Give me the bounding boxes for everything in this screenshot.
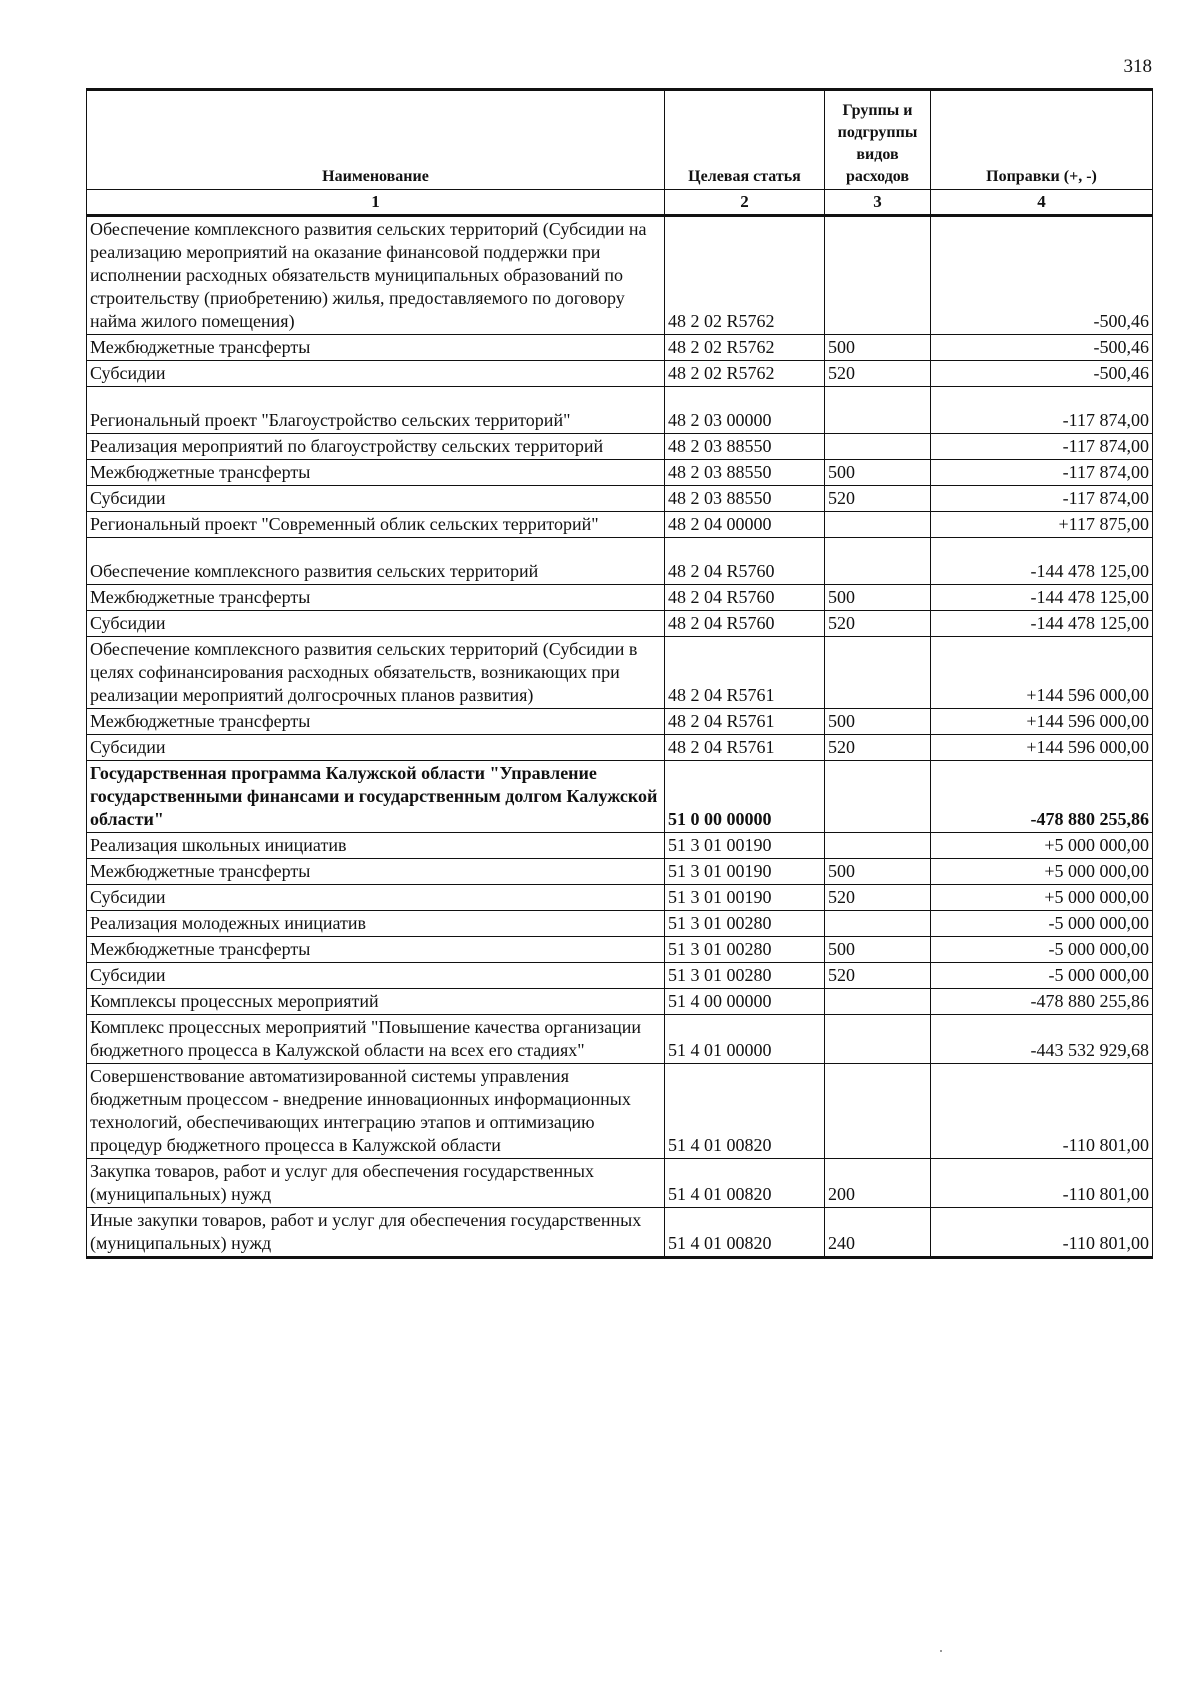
table-row <box>87 538 1153 585</box>
row-group: 520 <box>825 611 931 637</box>
row-amount: -110 801,00 <box>931 1208 1153 1258</box>
table-row <box>87 1015 1153 1064</box>
table-row <box>87 361 1153 387</box>
row-name: Региональный проект "Современный облик сельских территорий" <box>87 512 665 538</box>
row-amount: -117 874,00 <box>931 387 1153 434</box>
column-number: 1 <box>87 190 665 216</box>
row-group: 500 <box>825 859 931 885</box>
row-code: 51 3 01 00280 <box>665 911 825 937</box>
row-code: 48 2 02 R5762 <box>665 335 825 361</box>
row-group: 500 <box>825 937 931 963</box>
row-code: 51 3 01 00190 <box>665 833 825 859</box>
row-name: Иные закупки товаров, работ и услуг для обеспечения государственных (муниципальных) нужд <box>87 1208 665 1258</box>
row-amount: +144 596 000,00 <box>931 637 1153 709</box>
row-code: 48 2 03 00000 <box>665 387 825 434</box>
table-row <box>87 512 1153 538</box>
table-row <box>87 833 1153 859</box>
table-row <box>87 387 1153 434</box>
row-name: Региональный проект "Благоустройство сельских территорий" <box>87 387 665 434</box>
row-amount: +144 596 000,00 <box>931 709 1153 735</box>
page-number: 318 <box>1123 56 1152 77</box>
row-name: Межбюджетные трансферты <box>87 335 665 361</box>
row-name: Государственная программа Калужской области "Управление государственными финансами и государственным долгом Калужской области" <box>87 761 665 833</box>
row-code: 48 2 02 R5762 <box>665 361 825 387</box>
row-amount: -117 874,00 <box>931 486 1153 512</box>
row-group <box>825 761 931 833</box>
row-code: 51 0 00 00000 <box>665 761 825 833</box>
row-name: Субсидии <box>87 735 665 761</box>
table-row <box>87 911 1153 937</box>
row-amount: -117 874,00 <box>931 434 1153 460</box>
row-amount: -110 801,00 <box>931 1064 1153 1159</box>
row-group: 520 <box>825 735 931 761</box>
table-row <box>87 216 1153 335</box>
table-header-row <box>87 90 1153 190</box>
row-group: 520 <box>825 486 931 512</box>
column-number: 2 <box>665 190 825 216</box>
row-group <box>825 512 931 538</box>
row-code: 48 2 04 R5760 <box>665 611 825 637</box>
row-group <box>825 538 931 585</box>
column-number: 4 <box>931 190 1153 216</box>
row-group: 520 <box>825 361 931 387</box>
row-code: 51 3 01 00280 <box>665 963 825 989</box>
table-row <box>87 611 1153 637</box>
row-amount: +144 596 000,00 <box>931 735 1153 761</box>
row-name: Совершенствование автоматизированной системы управления бюджетным процессом - внедрение инновационных информационных технологий, обеспечивающих интеграцию этапов и оптимизацию процедур бюджетного процесса в Калужской области <box>87 1064 665 1159</box>
row-amount: -500,46 <box>931 335 1153 361</box>
row-code: 48 2 04 R5761 <box>665 709 825 735</box>
row-group <box>825 1064 931 1159</box>
row-group <box>825 216 931 335</box>
row-group <box>825 989 931 1015</box>
row-code: 51 3 01 00190 <box>665 885 825 911</box>
row-amount: +117 875,00 <box>931 512 1153 538</box>
table-row <box>87 434 1153 460</box>
row-group <box>825 833 931 859</box>
row-code: 51 3 01 00190 <box>665 859 825 885</box>
row-name: Реализация молодежных инициатив <box>87 911 665 937</box>
row-code: 51 4 00 00000 <box>665 989 825 1015</box>
row-name: Субсидии <box>87 361 665 387</box>
header-amount: Поправки (+, -) <box>931 90 1153 190</box>
row-code: 48 2 04 R5760 <box>665 538 825 585</box>
table-row <box>87 735 1153 761</box>
row-name: Комплексы процессных мероприятий <box>87 989 665 1015</box>
row-name: Субсидии <box>87 486 665 512</box>
row-group: 520 <box>825 963 931 989</box>
row-group: 500 <box>825 460 931 486</box>
row-code: 48 2 04 R5761 <box>665 735 825 761</box>
header-name: Наименование <box>87 90 665 190</box>
table-row <box>87 1064 1153 1159</box>
table-row <box>87 335 1153 361</box>
table-row <box>87 937 1153 963</box>
row-code: 51 3 01 00280 <box>665 937 825 963</box>
table-row <box>87 885 1153 911</box>
row-code: 48 2 04 00000 <box>665 512 825 538</box>
table-row <box>87 585 1153 611</box>
row-name: Закупка товаров, работ и услуг для обеспечения государственных (муниципальных) нужд <box>87 1159 665 1208</box>
row-name: Реализация школьных инициатив <box>87 833 665 859</box>
row-amount: -443 532 929,68 <box>931 1015 1153 1064</box>
row-name: Субсидии <box>87 963 665 989</box>
table-row <box>87 1208 1153 1258</box>
row-amount: +5 000 000,00 <box>931 859 1153 885</box>
row-group: 500 <box>825 585 931 611</box>
row-group: 500 <box>825 709 931 735</box>
table-row-program <box>87 761 1153 833</box>
row-name: Межбюджетные трансферты <box>87 460 665 486</box>
row-name: Межбюджетные трансферты <box>87 585 665 611</box>
row-amount: -117 874,00 <box>931 460 1153 486</box>
row-code: 48 2 04 R5761 <box>665 637 825 709</box>
row-amount: -478 880 255,86 <box>931 989 1153 1015</box>
row-group: 500 <box>825 335 931 361</box>
row-group <box>825 911 931 937</box>
column-number-row <box>87 190 1153 216</box>
row-name: Обеспечение комплексного развития сельских территорий (Субсидии в целях софинансирования расходных обязательств, возникающих при реализации мероприятий долгосрочных планов развития) <box>87 637 665 709</box>
table-row <box>87 963 1153 989</box>
row-code: 51 4 01 00820 <box>665 1159 825 1208</box>
table-row <box>87 989 1153 1015</box>
row-amount: -110 801,00 <box>931 1159 1153 1208</box>
row-group <box>825 387 931 434</box>
row-name: Комплекс процессных мероприятий "Повышение качества организации бюджетного процесса в Калужской области на всех его стадиях" <box>87 1015 665 1064</box>
table-row <box>87 637 1153 709</box>
row-name: Межбюджетные трансферты <box>87 937 665 963</box>
row-group <box>825 434 931 460</box>
row-name: Межбюджетные трансферты <box>87 709 665 735</box>
row-group <box>825 1015 931 1064</box>
row-amount: -5 000 000,00 <box>931 963 1153 989</box>
row-amount: -5 000 000,00 <box>931 911 1153 937</box>
table-row <box>87 486 1153 512</box>
row-amount: -5 000 000,00 <box>931 937 1153 963</box>
table-row <box>87 1159 1153 1208</box>
row-name: Субсидии <box>87 885 665 911</box>
row-name: Реализация мероприятий по благоустройству сельских территорий <box>87 434 665 460</box>
table-row <box>87 709 1153 735</box>
row-name: Субсидии <box>87 611 665 637</box>
row-code: 48 2 04 R5760 <box>665 585 825 611</box>
column-number: 3 <box>825 190 931 216</box>
row-code: 48 2 03 88550 <box>665 434 825 460</box>
row-group <box>825 637 931 709</box>
row-group: 520 <box>825 885 931 911</box>
row-code: 51 4 01 00820 <box>665 1064 825 1159</box>
row-name: Обеспечение комплексного развития сельских территорий (Субсидии на реализацию мероприятий на оказание финансовой поддержки при исполнении расходных обязательств муниципальных образований по строительству (приобретению) жилья, предоставляемого по договору найма жилого помещения) <box>87 216 665 335</box>
row-group: 200 <box>825 1159 931 1208</box>
row-code: 48 2 03 88550 <box>665 460 825 486</box>
row-code: 48 2 02 R5762 <box>665 216 825 335</box>
row-amount: +5 000 000,00 <box>931 885 1153 911</box>
row-amount: -500,46 <box>931 361 1153 387</box>
scan-speck <box>940 1650 942 1652</box>
row-amount: -500,46 <box>931 216 1153 335</box>
row-code: 48 2 03 88550 <box>665 486 825 512</box>
budget-amendments-table <box>86 88 1153 1259</box>
table-row <box>87 859 1153 885</box>
row-amount: -144 478 125,00 <box>931 538 1153 585</box>
row-code: 51 4 01 00820 <box>665 1208 825 1258</box>
row-amount: -478 880 255,86 <box>931 761 1153 833</box>
table-row <box>87 460 1153 486</box>
row-group: 240 <box>825 1208 931 1258</box>
row-amount: -144 478 125,00 <box>931 585 1153 611</box>
row-code: 51 4 01 00000 <box>665 1015 825 1064</box>
header-group: Группы и подгруппы видов расходов <box>825 90 931 190</box>
row-amount: +5 000 000,00 <box>931 833 1153 859</box>
row-amount: -144 478 125,00 <box>931 611 1153 637</box>
header-code: Целевая статья <box>665 90 825 190</box>
row-name: Обеспечение комплексного развития сельских территорий <box>87 538 665 585</box>
row-name: Межбюджетные трансферты <box>87 859 665 885</box>
